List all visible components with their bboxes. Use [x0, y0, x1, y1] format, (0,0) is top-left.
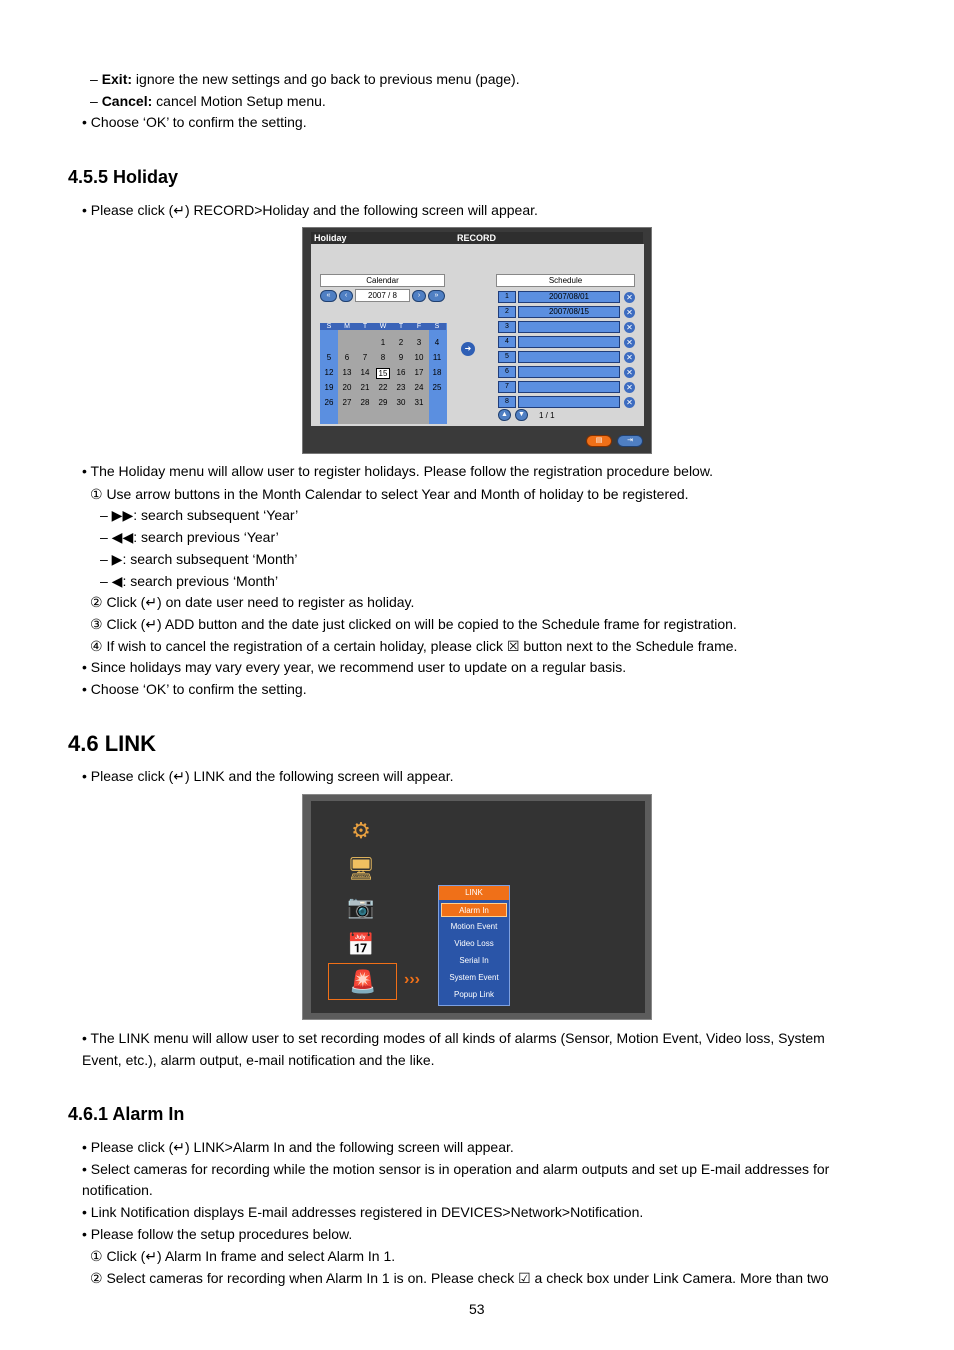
step-4: ④ If wish to cancel the registration of a certain holiday, please click ☒ button next to the Schedule frame. [90, 638, 738, 654]
calendar-day[interactable]: 5 [326, 353, 332, 362]
holiday-screenshot [302, 227, 652, 454]
delete-icon[interactable]: ✕ [624, 292, 635, 303]
page-number: 53 [469, 1301, 485, 1317]
schedule-date-field[interactable]: 2007/08/01 [518, 291, 620, 303]
schedule-number: 3 [498, 321, 516, 333]
calendar-day[interactable]: 9 [398, 353, 404, 362]
link-para-2: Event, etc.), alarm output, e-mail notification and the like. [82, 1052, 435, 1068]
section-heading-alarm-in: 4.6.1 Alarm In [68, 1104, 185, 1124]
exit-desc: ignore the new settings and go back to previous menu (page). [132, 71, 520, 87]
calendar-day[interactable]: 29 [378, 398, 388, 407]
delete-icon[interactable]: ✕ [624, 367, 635, 378]
calendar-day[interactable]: 31 [414, 398, 424, 407]
next-month-button[interactable]: › [412, 290, 426, 302]
calendar-day[interactable]: 13 [342, 368, 352, 377]
schedule-number: 1 [498, 291, 516, 303]
link-icon-frame[interactable] [328, 963, 397, 1000]
dash: – [90, 71, 98, 87]
alarm-bullet-3: • Link Notification displays E-mail addresses registered in DEVICES>Network>Notification. [82, 1204, 644, 1220]
schedule-date-field[interactable] [518, 396, 620, 408]
exit-line [90, 71, 520, 88]
display-icon[interactable]: 🖥 [347, 856, 375, 881]
delete-icon[interactable]: ✕ [624, 352, 635, 363]
calendar-day[interactable]: 23 [396, 383, 406, 392]
menu-item-system-event[interactable]: System Event [449, 973, 499, 982]
calendar-day[interactable]: 7 [362, 353, 368, 362]
sub-step-2: – ◀◀: search previous ‘Year’ [100, 529, 279, 545]
schedule-date-field[interactable] [518, 366, 620, 378]
calendar-day[interactable]: 16 [396, 368, 406, 377]
menu-item-serial-in[interactable]: Serial In [459, 956, 489, 965]
sub-step-1: – ▶▶: search subsequent ‘Year’ [100, 507, 299, 523]
schedule-number: 7 [498, 381, 516, 393]
cancel-term: Cancel: [101, 93, 153, 109]
link-menu [438, 885, 510, 1006]
schedule-number: 2 [498, 306, 516, 318]
alarm-step-1: ① Click (↵) Alarm In frame and select Alarm In 1. [90, 1248, 396, 1264]
exit-term: Exit: [101, 71, 133, 87]
schedule-date-field[interactable] [518, 381, 620, 393]
schedule-number: 6 [498, 366, 516, 378]
calendar-day[interactable]: 20 [342, 383, 352, 392]
schedule-date-field[interactable]: 2007/08/15 [518, 306, 620, 318]
calendar-day[interactable]: 12 [324, 368, 334, 377]
dash: – [90, 93, 98, 109]
calendar-day[interactable]: 6 [344, 353, 350, 362]
step-2: ② Click (↵) on date user need to register as holiday. [90, 594, 415, 610]
schedule-number: 4 [498, 336, 516, 348]
link-menu-title: LINK [439, 886, 509, 900]
scroll-down-button[interactable]: ▼ [515, 409, 528, 421]
page-indicator: 1 / 1 [539, 411, 555, 420]
alarm-bullet-4: • Please follow the setup procedures below. [82, 1226, 353, 1242]
weekday-header: T [392, 323, 410, 330]
delete-icon[interactable]: ✕ [624, 337, 635, 348]
link-screenshot [302, 794, 652, 1020]
link-para-1: • The LINK menu will allow user to set recording modes of all kinds of alarms (Sensor, Motion Event, Video loss, System [82, 1030, 825, 1046]
next-year-button[interactable]: » [428, 290, 445, 302]
add-button[interactable]: ➜ [461, 342, 475, 356]
schedule-date-field[interactable] [518, 336, 620, 348]
alarm-bullet-1: • Please click (↵) LINK>Alarm In and the following screen will appear. [82, 1139, 514, 1155]
weekday-header: F [410, 323, 428, 330]
alarm-icon: 🚨 [349, 969, 377, 994]
delete-icon[interactable]: ✕ [624, 397, 635, 408]
schedule-number: 5 [498, 351, 516, 363]
schedule-number: 8 [498, 396, 516, 408]
devices-icon[interactable]: 📅 [347, 932, 375, 957]
menu-item-video-loss[interactable]: Video Loss [454, 939, 494, 948]
alarm-bullet-2a: • Select cameras for recording while the motion sensor is in operation and alarm outputs and set up E-mail addresses for [82, 1161, 830, 1177]
alarm-bullet-2b: notification. [82, 1182, 153, 1198]
calendar-day[interactable]: 21 [360, 383, 370, 392]
schedule-date-field[interactable] [518, 321, 620, 333]
calendar-day[interactable]: 25 [432, 383, 442, 392]
step-1: ① Use arrow buttons in the Month Calendar to select Year and Month of holiday to be registered. [90, 486, 689, 502]
link-panel [311, 801, 645, 1013]
weekday-header: T [356, 323, 374, 330]
calendar-label: Calendar [320, 274, 445, 287]
since-bullet: • Since holidays may vary every year, we recommend user to update on a regular basis. [82, 659, 627, 675]
menu-item-popup-link[interactable]: Popup Link [453, 990, 495, 999]
calendar-day[interactable]: 22 [378, 383, 388, 392]
calendar-day[interactable]: 8 [380, 353, 386, 362]
calendar-day[interactable]: 24 [414, 383, 424, 392]
section-heading-holiday: 4.5.5 Holiday [68, 167, 179, 187]
screen-title: Holiday [314, 233, 347, 243]
cancel-line [90, 93, 326, 110]
schedule-label: Schedule [496, 274, 635, 287]
calendar-day[interactable]: 27 [342, 398, 352, 407]
step-3: ③ Click (↵) ADD button and the date just clicked on will be copied to the Schedule frame for registration. [90, 616, 737, 632]
scroll-up-button[interactable]: ▲ [498, 409, 511, 421]
calendar-day[interactable]: 28 [360, 398, 370, 407]
prev-month-button[interactable]: ‹ [339, 290, 353, 302]
sub-step-3: – ▶: search subsequent ‘Month’ [100, 551, 298, 567]
delete-icon[interactable]: ✕ [624, 382, 635, 393]
delete-icon[interactable]: ✕ [624, 322, 635, 333]
calendar-day[interactable]: 10 [414, 353, 424, 362]
alarm-step-2: ② Select cameras for recording when Alarm In 1 is on. Please check ☑ a check box under Link Camera. More than two [90, 1270, 829, 1286]
calendar-day[interactable]: 1 [380, 338, 386, 347]
schedule-date-field[interactable] [518, 351, 620, 363]
calendar-day[interactable]: 18 [432, 368, 442, 377]
record-icon[interactable]: 📷 [347, 894, 375, 919]
calendar-day[interactable]: 17 [414, 368, 424, 377]
cancel-desc: cancel Motion Setup menu. [152, 93, 326, 109]
holiday-click-line: • Please click (↵) RECORD>Holiday and the following screen will appear. [82, 202, 538, 218]
arrows-icon: ››› [404, 971, 420, 988]
month-value: 2007 / 8 [355, 289, 410, 302]
weekday-header: M [338, 323, 356, 330]
calendar-day[interactable]: 4 [434, 338, 440, 347]
weekday-header: S [320, 323, 338, 330]
calendar-day[interactable]: 2 [398, 338, 404, 347]
calendar-day[interactable]: 30 [396, 398, 406, 407]
weekday-header: S [428, 323, 446, 330]
system-setup-icon[interactable]: ⚙ [351, 818, 371, 843]
calendar-day[interactable]: 3 [416, 338, 422, 347]
menu-item-motion-event[interactable]: Motion Event [450, 922, 498, 931]
calendar-day[interactable]: 19 [324, 383, 334, 392]
holiday-para: • The Holiday menu will allow user to register holidays. Please follow the registration procedure below. [82, 463, 714, 479]
calendar-day[interactable]: 15 [376, 368, 390, 379]
screen-menu: RECORD [457, 233, 497, 243]
link-click-line: • Please click (↵) LINK and the following screen will appear. [82, 768, 454, 784]
delete-icon[interactable]: ✕ [624, 307, 635, 318]
calendar-day[interactable]: 14 [360, 368, 370, 377]
holiday-panel [311, 244, 644, 426]
exit-button[interactable]: ⇥ [617, 435, 643, 447]
prev-year-button[interactable]: « [320, 290, 337, 302]
ok-line: • Choose ‘OK’ to confirm the setting. [82, 114, 307, 130]
ok-button[interactable]: ▤ [586, 435, 612, 447]
calendar-day[interactable]: 26 [324, 398, 334, 407]
sub-step-4: – ◀: search previous ‘Month’ [100, 573, 279, 589]
weekday-header: W [374, 323, 392, 330]
calendar-day[interactable]: 11 [432, 353, 442, 362]
section-heading-link: 4.6 LINK [68, 731, 157, 756]
menu-item-alarm-in[interactable]: Alarm In [441, 903, 507, 917]
ok-bullet: • Choose ‘OK’ to confirm the setting. [82, 681, 307, 697]
